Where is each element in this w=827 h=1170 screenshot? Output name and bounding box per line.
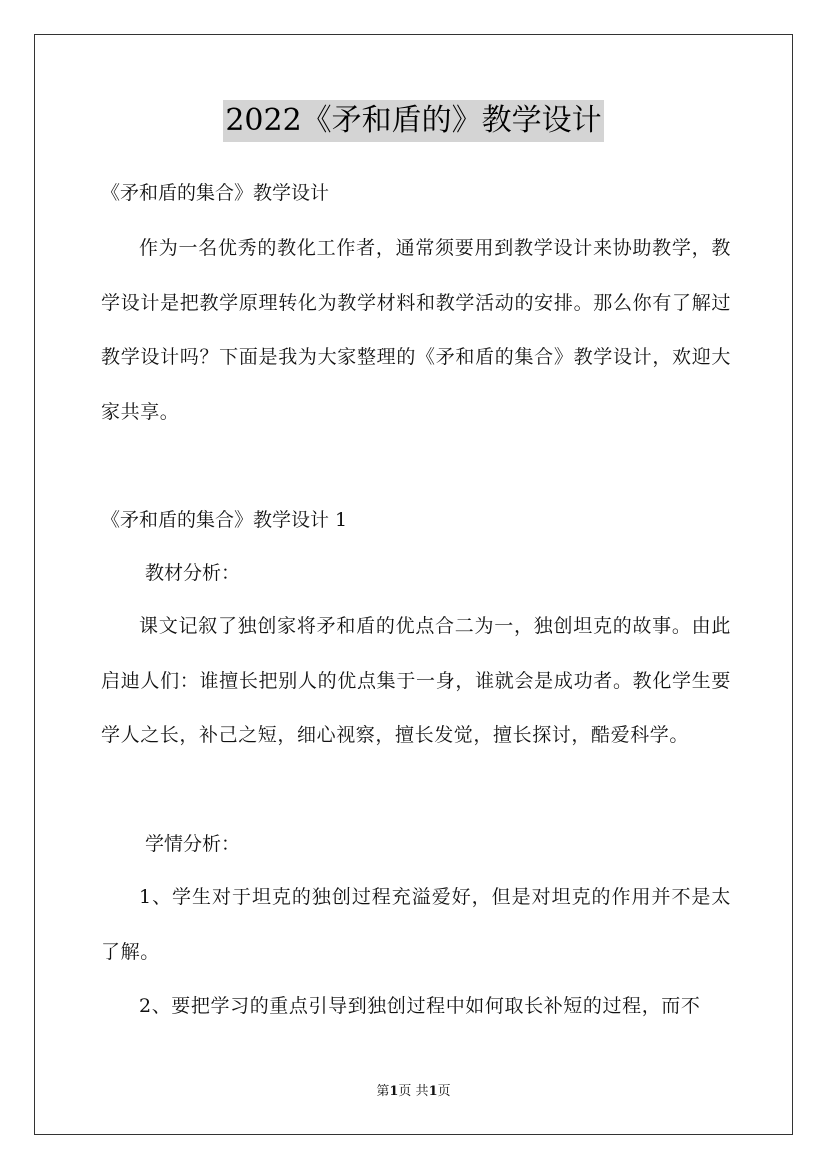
intro-paragraph: 作为一名优秀的教化工作者，通常须要用到教学设计来协助教学，教学设计是把教学原理转化为教学材料和教学活动的安排。那么你有了解过教学设计吗？下面是我为大家整理的《矛和盾的集合》教学设计，欢迎大家共享。	[101, 237, 731, 423]
textbook-analysis-paragraph: 课文记叙了独创家将矛和盾的优点合二为一，独创坦克的故事。由此启迪人们：谁擅长把别人的优点集于一身，谁就会是成功者。教化学生要学人之长，补己之短，细心视察，擅长发觉，擅长探讨，酷爱科学。	[101, 615, 731, 746]
student-analysis-item-2: 2、要把学习的重点引导到独创过程中如何取长补短的过程，而不	[139, 995, 701, 1017]
section-heading-design-1: 《矛和盾的集合》教学设计 1	[101, 509, 348, 531]
section-heading-collection: 《矛和盾的集合》教学设计	[101, 182, 330, 204]
footer-total-pages: 1	[428, 1084, 438, 1099]
student-analysis-label: 学情分析：	[145, 833, 241, 855]
textbook-analysis-label: 教材分析：	[145, 562, 241, 584]
footer-current-page: 1	[389, 1084, 399, 1099]
footer-mid: 页 共	[398, 1084, 429, 1099]
title-container	[0, 100, 827, 142]
footer-suffix: 页	[437, 1084, 451, 1099]
document-title: 2022《矛和盾的》教学设计	[223, 100, 603, 142]
footer-prefix: 第	[376, 1084, 390, 1099]
page-footer	[0, 1083, 827, 1101]
student-analysis-item-1: 1、学生对于坦克的独创过程充溢爱好，但是对坦克的作用并不是太了解。	[101, 886, 731, 963]
